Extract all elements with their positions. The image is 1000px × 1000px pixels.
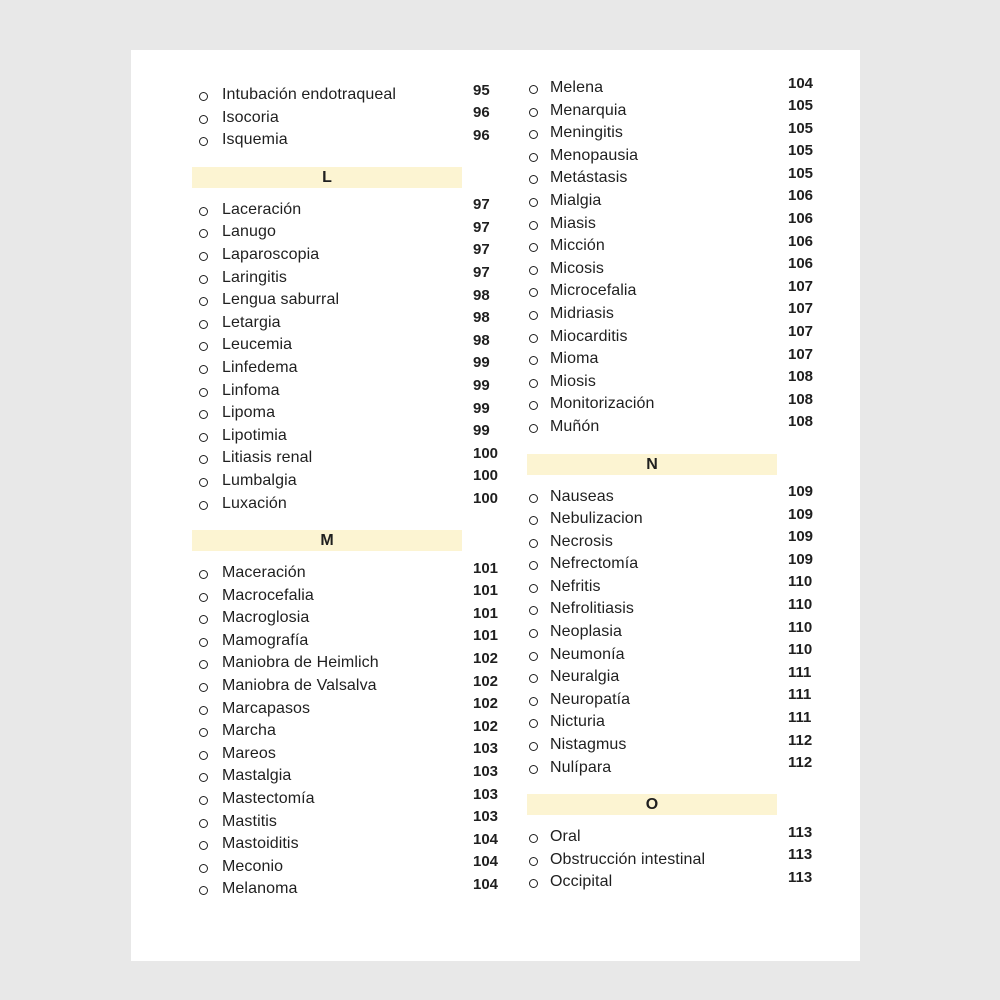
term-label: Mialgia (550, 191, 602, 209)
circle-bullet-icon (199, 252, 208, 261)
index-entry (192, 309, 507, 335)
term-label: Mamografía (222, 631, 309, 649)
circle-bullet-icon (199, 297, 208, 306)
page-number: 103 (473, 762, 499, 780)
index-column-left (192, 50, 507, 901)
index-entry (527, 390, 822, 416)
term-label: Mastectomía (222, 790, 315, 808)
index-entry (192, 126, 507, 152)
circle-bullet-icon (529, 221, 538, 230)
index-column-right (527, 50, 822, 894)
page-number: 113 (788, 823, 813, 841)
index-entry (192, 649, 507, 675)
circle-bullet-icon (199, 501, 208, 510)
index-entry (192, 875, 507, 901)
page-number: 102 (473, 672, 499, 690)
page-number: 106 (788, 187, 814, 205)
index-entry (192, 672, 507, 698)
index-entry (527, 618, 822, 644)
page-number: 101 (473, 582, 499, 600)
page-number: 99 (473, 354, 490, 372)
index-entry (527, 323, 822, 349)
term-label: Isocoria (222, 108, 279, 126)
term-label: Nefrolitiasis (550, 600, 634, 618)
index-entry (527, 210, 822, 236)
index-entry (527, 119, 822, 145)
page-number: 101 (473, 604, 499, 622)
section-header (527, 454, 777, 475)
circle-bullet-icon (529, 401, 538, 410)
page-number: 101 (473, 627, 499, 645)
circle-bullet-icon (529, 175, 538, 184)
section-letter: O (645, 796, 659, 814)
term-label: Oral (550, 828, 581, 846)
term-label: Macroglosia (222, 609, 310, 627)
term-label: Miocarditis (550, 327, 628, 345)
term-label: Leucemia (222, 336, 293, 354)
term-label: Lengua saburral (222, 291, 340, 309)
circle-bullet-icon (529, 629, 538, 638)
circle-bullet-icon (529, 356, 538, 365)
circle-bullet-icon (529, 606, 538, 615)
circle-bullet-icon (529, 311, 538, 320)
index-entry (527, 300, 822, 326)
page-number: 108 (788, 390, 814, 408)
circle-bullet-icon (529, 379, 538, 388)
index-entry (192, 740, 507, 766)
index-entry (192, 241, 507, 267)
circle-bullet-icon (529, 288, 538, 297)
term-label: Meningitis (550, 124, 624, 142)
index-entry (192, 81, 507, 107)
index-entry (192, 627, 507, 653)
circle-bullet-icon (199, 207, 208, 216)
circle-bullet-icon (199, 115, 208, 124)
index-entry (527, 164, 822, 190)
index-entry (192, 331, 507, 357)
term-label: Lipotimia (222, 426, 287, 444)
page-number: 106 (788, 210, 814, 228)
index-entry (527, 595, 822, 621)
index-entry (527, 142, 822, 168)
term-label: Lipoma (222, 404, 276, 422)
index-entry (527, 708, 822, 734)
page-number: 97 (473, 241, 490, 259)
circle-bullet-icon (199, 455, 208, 464)
page-number: 109 (788, 505, 814, 523)
term-label: Neuralgia (550, 668, 620, 686)
term-label: Litiasis renal (222, 449, 313, 467)
term-label: Mareos (222, 744, 276, 762)
term-label: Nauseas (550, 487, 614, 505)
term-label: Laceración (222, 200, 302, 218)
term-label: Laringitis (222, 268, 288, 286)
index-entry (192, 582, 507, 608)
term-label: Occipital (550, 873, 613, 891)
term-label: Midriasis (550, 304, 615, 322)
term-label: Lanugo (222, 223, 276, 241)
term-label: Isquemia (222, 131, 288, 149)
term-label: Miasis (550, 214, 596, 232)
index-entry (527, 663, 822, 689)
term-label: Miosis (550, 372, 596, 390)
circle-bullet-icon (529, 516, 538, 525)
index-entry (192, 467, 507, 493)
page-number: 110 (788, 641, 813, 659)
term-label: Menarquia (550, 101, 627, 119)
index-entry (527, 74, 822, 100)
page-number: 111 (788, 663, 812, 681)
term-label: Maniobra de Heimlich (222, 654, 379, 672)
page-number: 110 (788, 573, 813, 591)
page-number: 99 (473, 377, 490, 395)
page-number: 109 (788, 550, 814, 568)
term-label: Microcefalia (550, 282, 637, 300)
index-entry (527, 345, 822, 371)
term-label: Nulípara (550, 758, 612, 776)
page-number: 100 (473, 467, 499, 485)
page-number: 105 (788, 164, 814, 182)
page-number: 113 (788, 868, 813, 886)
page-number: 100 (473, 490, 499, 507)
index-entry (192, 830, 507, 856)
section-header (192, 530, 462, 551)
circle-bullet-icon (529, 198, 538, 207)
page-number: 111 (788, 686, 812, 704)
circle-bullet-icon (199, 229, 208, 238)
term-label: Nistagmus (550, 736, 627, 754)
index-entry (527, 868, 822, 894)
page-number: 106 (788, 232, 814, 250)
section-header (527, 794, 777, 815)
index-entry (192, 377, 507, 403)
page-number: 104 (473, 875, 499, 893)
circle-bullet-icon (529, 130, 538, 139)
circle-bullet-icon (199, 615, 208, 624)
index-entry (527, 97, 822, 123)
term-label: Neuropatía (550, 690, 631, 708)
term-label: Muñón (550, 417, 600, 435)
page-number: 102 (473, 695, 499, 713)
index-entry (527, 550, 822, 576)
page-number: 103 (473, 740, 499, 758)
term-label: Intubación endotraqueal (222, 86, 396, 103)
index-entry (192, 196, 507, 222)
term-label: Metástasis (550, 169, 628, 187)
circle-bullet-icon (529, 834, 538, 843)
page-number: 97 (473, 218, 490, 236)
circle-bullet-icon (199, 638, 208, 647)
term-label: Mioma (550, 350, 599, 368)
circle-bullet-icon (529, 494, 538, 503)
circle-bullet-icon (529, 85, 538, 94)
circle-bullet-icon (199, 570, 208, 579)
circle-bullet-icon (199, 320, 208, 329)
section-letter: L (322, 168, 332, 186)
circle-bullet-icon (529, 584, 538, 593)
circle-bullet-icon (199, 275, 208, 284)
circle-bullet-icon (199, 388, 208, 397)
page-number: 105 (788, 97, 814, 115)
index-entry (527, 731, 822, 757)
term-label: Maceración (222, 564, 306, 582)
term-label: Nefrectomía (550, 555, 639, 573)
term-label: Nebulizacion (550, 510, 643, 528)
term-label: Nefritis (550, 577, 601, 595)
circle-bullet-icon (199, 478, 208, 487)
circle-bullet-icon (529, 857, 538, 866)
circle-bullet-icon (529, 561, 538, 570)
page-number: 98 (473, 331, 490, 349)
circle-bullet-icon (529, 266, 538, 275)
page-number: 112 (788, 754, 813, 772)
circle-bullet-icon (199, 683, 208, 692)
term-label: Letargia (222, 313, 281, 331)
circle-bullet-icon (199, 796, 208, 805)
page-number: 100 (473, 444, 499, 462)
circle-bullet-icon (199, 433, 208, 442)
term-label: Mastoiditis (222, 835, 299, 853)
term-label: Laparoscopia (222, 245, 320, 263)
index-entry (192, 717, 507, 743)
term-label: Nicturia (550, 713, 606, 731)
index-entry (192, 444, 507, 470)
circle-bullet-icon (199, 660, 208, 669)
page-number: 102 (473, 717, 499, 735)
index-entry (527, 573, 822, 599)
index-entry (527, 823, 822, 849)
index-entry (527, 483, 822, 509)
page-number: 110 (788, 618, 813, 636)
page-number: 112 (788, 731, 813, 749)
index-entry (192, 354, 507, 380)
page-number: 98 (473, 286, 490, 304)
page-number: 97 (473, 196, 490, 214)
index-entry (192, 399, 507, 425)
term-label: Menopausia (550, 146, 639, 164)
term-label: Neumonía (550, 645, 625, 663)
circle-bullet-icon (529, 153, 538, 162)
circle-bullet-icon (199, 728, 208, 737)
page-number: 101 (473, 559, 499, 577)
circle-bullet-icon (199, 706, 208, 715)
page-number: 104 (473, 830, 499, 848)
index-entry (192, 762, 507, 788)
page-number: 106 (788, 255, 814, 273)
page-number: 107 (788, 345, 814, 363)
page-number: 111 (788, 708, 812, 726)
term-label: Obstrucción intestinal (550, 850, 706, 868)
index-entry (527, 754, 822, 780)
section-header (192, 167, 462, 188)
term-label: Micosis (550, 259, 605, 277)
index-entry (527, 368, 822, 394)
circle-bullet-icon (529, 719, 538, 728)
section-letter: M (320, 532, 334, 550)
page-number: 97 (473, 264, 490, 282)
page-number: 104 (788, 74, 814, 92)
term-label: Necrosis (550, 532, 614, 550)
page-number: 104 (473, 853, 499, 871)
circle-bullet-icon (529, 879, 538, 888)
index-entry (192, 695, 507, 721)
index-entry (192, 422, 507, 448)
index-entry (192, 104, 507, 130)
page-number: 110 (788, 595, 813, 613)
page-number: 107 (788, 277, 814, 295)
term-label: Lumbalgia (222, 471, 297, 489)
circle-bullet-icon (199, 886, 208, 895)
index-entry (527, 255, 822, 281)
circle-bullet-icon (199, 365, 208, 374)
index-entry (527, 187, 822, 213)
index-entry (192, 808, 507, 834)
term-label: Maniobra de Valsalva (222, 677, 377, 695)
circle-bullet-icon (529, 334, 538, 343)
circle-bullet-icon (529, 674, 538, 683)
term-label: Meconio (222, 857, 284, 875)
circle-bullet-icon (529, 652, 538, 661)
page-number: 109 (788, 483, 814, 500)
index-entry (192, 490, 507, 516)
term-label: Marcha (222, 722, 276, 740)
index-entry (192, 785, 507, 811)
page-number: 108 (788, 413, 814, 431)
page-number: 109 (788, 528, 814, 546)
term-label: Linfedema (222, 358, 298, 376)
index-entry (192, 853, 507, 879)
circle-bullet-icon (199, 410, 208, 419)
page-number: 108 (788, 368, 814, 386)
index-entry (527, 686, 822, 712)
index-entry (527, 232, 822, 258)
circle-bullet-icon (529, 108, 538, 117)
page-number: 105 (788, 142, 814, 160)
circle-bullet-icon (199, 92, 208, 101)
page-number: 96 (473, 104, 490, 122)
circle-bullet-icon (529, 243, 538, 252)
index-entry (192, 264, 507, 290)
term-label: Mastitis (222, 812, 278, 830)
index-entry (527, 505, 822, 531)
page-number: 96 (473, 126, 490, 144)
term-label: Neoplasia (550, 623, 623, 641)
page-number: 98 (473, 309, 490, 327)
index-entry (527, 277, 822, 303)
page-number: 113 (788, 846, 813, 864)
circle-bullet-icon (529, 424, 538, 433)
document-page (131, 50, 860, 961)
term-label: Luxación (222, 494, 287, 512)
page-number: 107 (788, 323, 814, 341)
circle-bullet-icon (529, 742, 538, 751)
term-label: Marcapasos (222, 699, 311, 717)
term-label: Micción (550, 237, 605, 255)
circle-bullet-icon (199, 342, 208, 351)
term-label: Melena (550, 79, 604, 96)
index-entry (527, 846, 822, 872)
index-entry (192, 218, 507, 244)
section-letter: N (646, 455, 658, 473)
circle-bullet-icon (199, 864, 208, 873)
index-entry (192, 559, 507, 585)
page-number: 99 (473, 399, 490, 417)
index-entry (527, 641, 822, 667)
page-number: 102 (473, 649, 499, 667)
index-entry (527, 413, 822, 439)
term-label: Linfoma (222, 381, 280, 399)
index-entry (192, 286, 507, 312)
circle-bullet-icon (529, 697, 538, 706)
page-number: 103 (473, 785, 499, 803)
page-number: 95 (473, 81, 490, 99)
circle-bullet-icon (529, 539, 538, 548)
circle-bullet-icon (199, 751, 208, 760)
circle-bullet-icon (199, 137, 208, 146)
page-number: 99 (473, 422, 490, 440)
index-entry (192, 604, 507, 630)
circle-bullet-icon (199, 819, 208, 828)
term-label: Macrocefalia (222, 586, 314, 604)
index-entry (527, 528, 822, 554)
circle-bullet-icon (529, 765, 538, 774)
page-number: 103 (473, 808, 499, 826)
term-label: Mastalgia (222, 767, 292, 785)
circle-bullet-icon (199, 773, 208, 782)
term-label: Melanoma (222, 880, 298, 898)
circle-bullet-icon (199, 841, 208, 850)
page-number: 107 (788, 300, 814, 318)
page-number: 105 (788, 119, 814, 137)
term-label: Monitorización (550, 395, 655, 413)
circle-bullet-icon (199, 593, 208, 602)
